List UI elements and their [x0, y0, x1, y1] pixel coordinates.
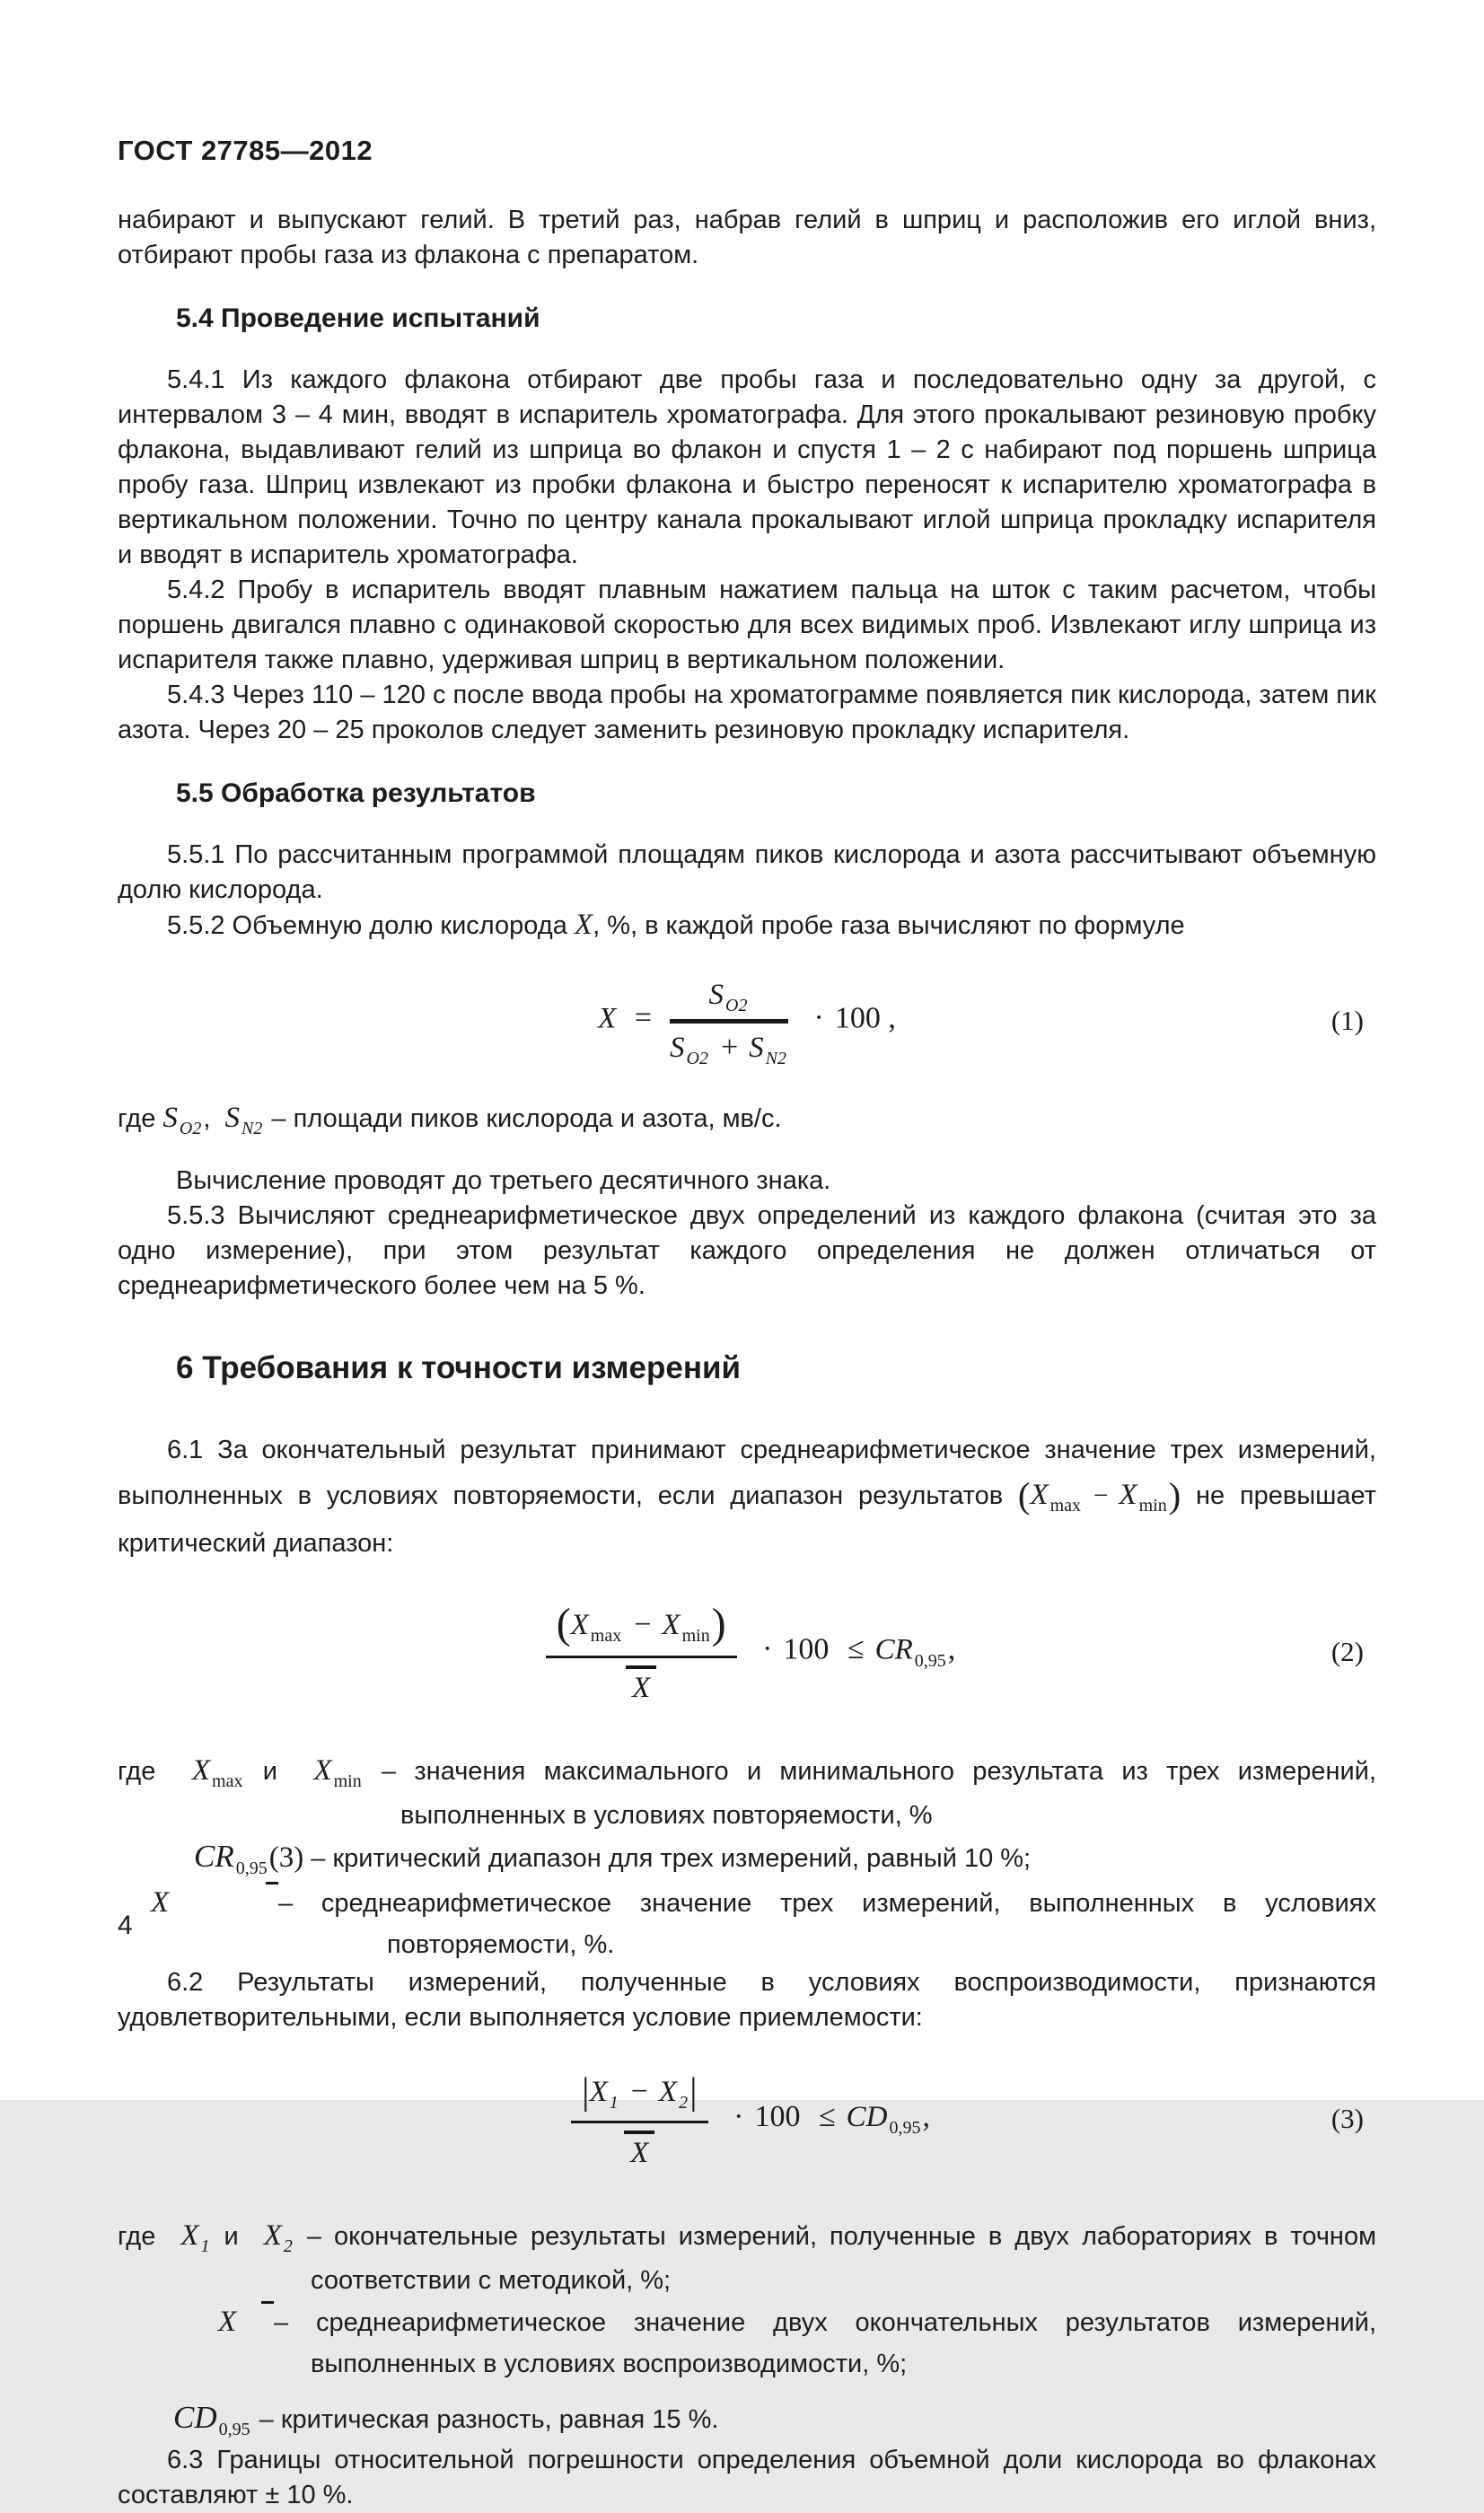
symbol-X: X: [151, 1886, 170, 1919]
paragraph-6-3: 6.3 Границы относительной погрешности определения объемной доли кислорода во флаконах составляют ± 10 %.: [118, 2446, 1376, 2509]
subscript-max: max: [590, 1626, 622, 1647]
paragraph-5-5-3: 5.5.3 Вычисляют среднеарифметическое двух определений из каждого флакона (считая это за одно измерение), при этом результат каждого определения не должен отличаться от среднеарифметического более чем на 5 %.: [118, 1201, 1376, 1300]
symbol-X: X: [630, 2137, 649, 2169]
symbol-S: S: [749, 1032, 764, 1064]
formula-1: [118, 976, 1376, 1069]
symbol-X: X: [263, 2219, 282, 2252]
heading-6: 6 Требования к точности измерений: [176, 1350, 742, 1385]
definition-cd: [173, 2397, 1376, 2443]
subscript-O2: O2: [725, 996, 748, 1016]
subscript-2: 2: [283, 2236, 293, 2257]
symbol-X: X: [589, 2076, 608, 2108]
subscript-095: 0,95: [218, 2420, 250, 2440]
symbol-CD: CD: [173, 2400, 217, 2435]
symbol-X: X: [191, 1754, 211, 1787]
definition-text: – окончательные результаты измерений, полученные в двух лабораториях в точном соответствии с методикой, %;: [294, 2222, 1377, 2295]
paragraph-5-5-2: [118, 908, 1376, 944]
definition-x1-x2: [118, 2215, 1376, 2301]
formula1-denominator: [670, 1024, 788, 1069]
definition-S-text: – площади пиков кислорода и азота, мв/с.: [264, 1104, 782, 1133]
subscript-O2: O2: [179, 1119, 202, 1139]
formula3-numerator: [571, 2068, 708, 2123]
formula2-numerator: [546, 1598, 737, 1658]
abs-bar-left: |: [582, 2070, 590, 2113]
equation-number-2: (2): [1330, 1635, 1364, 1667]
definition-cr: [194, 1836, 1376, 1882]
factor-100: 100: [754, 2099, 801, 2133]
symbol-S: S: [224, 1102, 241, 1134]
abs-bar-right: |: [689, 2070, 698, 2113]
paragraph-5-5-2-text-tail: , %, в каждой пробе газа вычисляют по формуле: [593, 911, 1185, 940]
subscript-N2: N2: [765, 1049, 786, 1069]
definition-text: – критический диапазон для трех измерений, равный 10 %;: [303, 1844, 1032, 1873]
definition-xmax-xmin: [118, 1750, 1376, 1836]
symbol-X: X: [570, 1609, 589, 1641]
symbol-X: X: [313, 1754, 332, 1787]
x-bar: [151, 1882, 278, 1919]
factor-100: 100: [834, 1001, 881, 1035]
definition-xbar-3: [118, 1882, 1376, 1965]
multiplication-dot: ·: [762, 1632, 773, 1666]
formula3-fraction: [571, 2068, 708, 2170]
left-paren: (: [1017, 1475, 1031, 1516]
paragraph-6-1-text-tail: не превышает критический диапазон:: [118, 1481, 1377, 1558]
subscript-1: 1: [609, 2093, 619, 2113]
right-paren: ): [711, 1601, 726, 1648]
document-header: ГОСТ 27785—2012: [118, 135, 373, 166]
symbol-S: S: [708, 979, 724, 1011]
factor-100: 100: [783, 1632, 830, 1666]
definition-xbar-2: [118, 2301, 1376, 2385]
symbol-CR: CR: [874, 1633, 913, 1666]
paragraph-6-1-text: 6.1 За окончательный результат принимают среднеарифметическое значение трех измерений, выполненных в условиях повторяемости, если диапазон результатов: [118, 1436, 1376, 1510]
and-text: и: [211, 2222, 251, 2251]
multiplication-dot: ·: [813, 1001, 824, 1035]
formula3-denominator: [571, 2123, 708, 2170]
subscript-min: min: [681, 1626, 710, 1647]
definition-text: – значения максимального и минимального результата из трех измерений, выполненных в условиях повторяемости, %: [363, 1757, 1377, 1830]
where-label: где: [118, 1757, 174, 1786]
subscript-min: min: [1138, 1496, 1167, 1516]
x-bar: [626, 1665, 656, 1704]
minus-sign: −: [634, 1608, 652, 1641]
equation-number-1: (1): [1330, 1004, 1364, 1036]
paragraph-calculation: Вычисление проводят до третьего десятичного знака.: [176, 1166, 831, 1195]
formula-3: [118, 2068, 1376, 2170]
subscript-1: 1: [200, 2236, 210, 2257]
subscript-095: 0,95: [914, 1650, 946, 1671]
separator: ,: [203, 1104, 218, 1133]
x-bar: [218, 2301, 274, 2338]
minus-sign: −: [630, 2075, 648, 2108]
formula2-denominator: [546, 1658, 737, 1705]
comma: ,: [922, 2099, 930, 2133]
less-equal-sign: ≤: [847, 1632, 865, 1666]
equation-number-3: (3): [1330, 2103, 1364, 2134]
formula2-fraction: [546, 1598, 737, 1705]
where-label: где: [118, 2222, 169, 2251]
paragraph-6-2: 6.2 Результаты измерений, полученные в условиях воспроизводимости, признаются удовлетворительными, если выполняется условие приемлемости:: [118, 1968, 1376, 2032]
subscript-2: 2: [679, 2093, 689, 2113]
page-number: 4: [118, 1911, 133, 1940]
comma: ,: [888, 1001, 896, 1035]
left-paren: (: [556, 1601, 571, 1648]
subscript-max: max: [1049, 1496, 1082, 1516]
x-bar: [624, 2131, 654, 2169]
symbol-X: X: [1030, 1479, 1049, 1511]
subscript-min: min: [333, 1771, 362, 1792]
minus-sign: −: [1093, 1481, 1109, 1510]
symbol-CR: CR: [194, 1839, 234, 1874]
definition-text: – среднеарифметическое значение трех измерений, выполненных в условиях повторяемости, %.: [278, 1889, 1376, 1959]
symbol-S: S: [670, 1032, 685, 1064]
subscript-N2: N2: [241, 1119, 263, 1139]
subscript-O2: O2: [686, 1049, 708, 1069]
symbol-X: X: [662, 1609, 681, 1641]
paragraph-5-4-2: 5.4.2 Пробу в испаритель вводят плавным нажатием пальца на шток с таким расчетом, чтобы поршень двигался плавно с одинаковой скоростью для всех видимых проб. Извлекают иглу шприца из испарителя также плавно, удерживая шприц в вертикальном положении.: [118, 576, 1376, 674]
paragraph-5-4-1: 5.4.1 Из каждого флакона отбирают две пробы газа и последовательно одну за другой, с интервалом 3 – 4 мин, вводят в испаритель хроматографа. Для этого прокалывают резиновую пробку флакона, выдавливают гелий из шприца во флакон и спустя 1 – 2 с набирают под поршень шприца пробу газа. Шприц извлекают из пробки флакона и быстро переносят к испарителю хроматографа в вертикальном положении. Точно по центру канала прокалывают иглой шприца прокладку испарителя и вводят в испаритель хроматографа.: [118, 365, 1376, 569]
plus-sign: +: [720, 1031, 739, 1064]
heading-5-4: 5.4 Проведение испытаний: [176, 303, 540, 333]
subscript-095: 0,95: [889, 2118, 921, 2139]
definition-text: – среднеарифметическое значение двух окончательных результатов измерений, выполненных в условиях воспроизводимости, %;: [274, 2308, 1376, 2378]
symbol-X: X: [180, 2219, 199, 2252]
symbol-X: X: [1119, 1479, 1137, 1511]
definition-S: [118, 1097, 1376, 1142]
formula-2: [118, 1598, 1376, 1705]
equals-sign: =: [634, 1001, 653, 1035]
and-text: и: [244, 1757, 296, 1786]
symbol-S: S: [162, 1102, 178, 1134]
formula1-lhs: X: [598, 1002, 617, 1035]
definition-text: – критическая разность, равная 15 %.: [251, 2405, 719, 2434]
page-content: [118, 135, 1376, 2513]
variable-x: X: [574, 909, 593, 941]
subscript-max: max: [212, 1771, 243, 1792]
paragraph-5-5-1: 5.5.1 По рассчитанным программой площадям пиков кислорода и азота рассчитывают объемную долю кислорода.: [118, 840, 1376, 904]
formula1-numerator: [670, 976, 788, 1024]
subscript-095: 0,95: [235, 1858, 268, 1879]
multiplication-dot: ·: [733, 2099, 744, 2133]
paragraph-intro: набирают и выпускают гелий. В третий раз, набрав гелий в шприц и расположив его иглой вниз, отбирают пробы газа из флакона с препаратом.: [118, 206, 1376, 269]
symbol-X: X: [218, 2306, 237, 2338]
formula1-fraction: [670, 976, 788, 1069]
paragraph-5-5-2-text: 5.5.2 Объемную долю кислорода: [167, 911, 575, 940]
symbol-X: X: [658, 2076, 678, 2108]
symbol-CD: CD: [846, 2100, 888, 2133]
where-label: где: [118, 1104, 163, 1133]
right-paren: ): [1168, 1475, 1181, 1516]
comma: ,: [947, 1632, 956, 1666]
less-equal-sign: ≤: [818, 2099, 836, 2133]
paragraph-6-1: [118, 1428, 1376, 1566]
argument-3: (3): [268, 1841, 304, 1874]
heading-5-5: 5.5 Обработка результатов: [176, 778, 536, 808]
symbol-X: X: [632, 1672, 651, 1704]
paragraph-5-4-3: 5.4.3 Через 110 – 120 с после ввода пробы на хроматограмме появляется пик кислорода, затем пик азота. Через 20 – 25 проколов следует заменить резиновую прокладку испарителя.: [118, 681, 1376, 744]
